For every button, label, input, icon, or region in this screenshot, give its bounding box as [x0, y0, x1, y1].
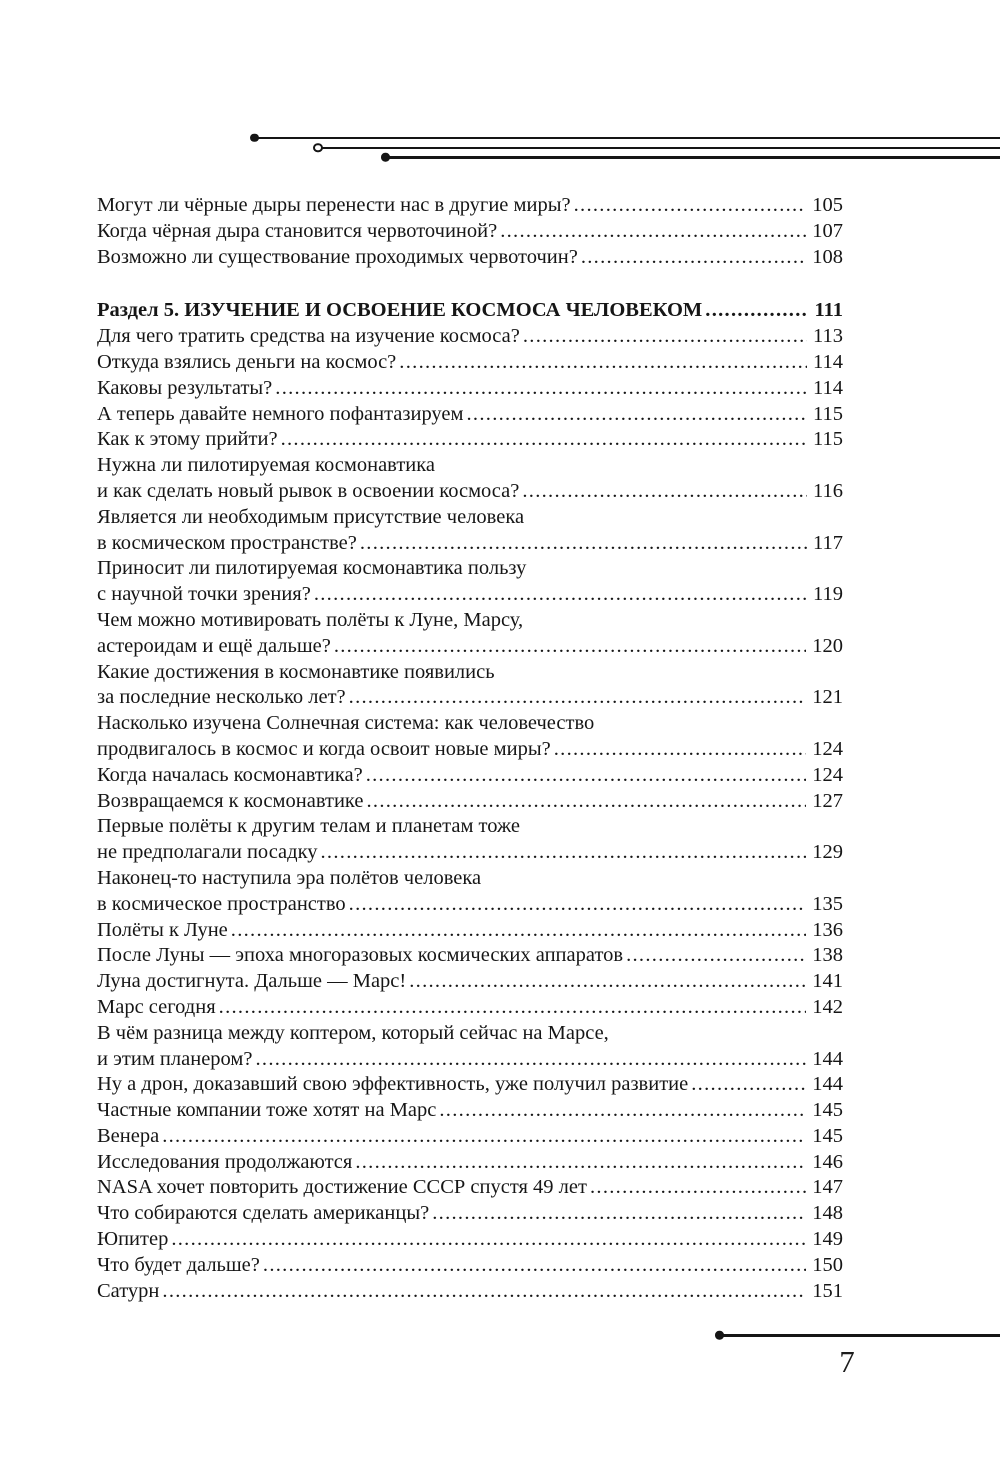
dot-leader	[159, 1279, 806, 1305]
toc-entry	[97, 1098, 843, 1124]
toc-entry-page: 145	[812, 1099, 843, 1122]
dot-leader	[551, 737, 807, 763]
dot-leader	[406, 969, 806, 995]
toc-entry-label: Как к этому прийти?	[97, 428, 278, 451]
dot-leader	[216, 995, 807, 1021]
dot-leader	[352, 1150, 806, 1176]
toc-entry-label: Луна достигнута. Дальше — Марс!	[97, 970, 407, 993]
rule-end-dot-icon	[381, 153, 390, 162]
toc-entry	[97, 402, 843, 428]
toc-entry-label: Когда чёрная дыра становится червоточиной?	[97, 219, 498, 242]
toc-entry-page: 146	[812, 1150, 843, 1173]
dot-leader	[278, 427, 807, 453]
toc-entry-page: 114	[813, 376, 843, 399]
toc-entry-page: 115	[813, 402, 843, 425]
dot-leader	[331, 634, 806, 660]
toc-entry-page: 149	[812, 1228, 843, 1251]
dot-leader	[519, 479, 807, 505]
toc-entry-label: Что будет дальше?	[97, 1253, 260, 1276]
toc-entry-label: Приносит ли пилотируемая космонавтика пользу	[97, 557, 527, 580]
toc-entry-page: 116	[813, 479, 843, 502]
decorative-rule-bottom	[722, 1334, 1000, 1337]
toc-entry-page: 141	[812, 970, 843, 993]
toc-entry-label: Венера	[97, 1124, 160, 1147]
toc-entry-page: 151	[812, 1279, 843, 1302]
toc-entry	[97, 324, 843, 350]
toc-entry-label: Раздел 5. ИЗУЧЕНИЕ И ОСВОЕНИЕ КОСМОСА ЧЕЛОВЕКОМ	[97, 299, 703, 322]
dot-leader	[272, 376, 807, 402]
toc-entry-label: Ну а дрон, доказавший свою эффективность, уже получил развитие	[97, 1073, 689, 1096]
dot-leader	[346, 685, 807, 711]
dot-leader	[520, 324, 807, 350]
toc-entry	[97, 376, 843, 402]
toc-entry-label: Могут ли чёрные дыры перенести нас в другие миры?	[97, 194, 571, 216]
toc-entry-page: 115	[813, 428, 843, 451]
toc-entry	[97, 582, 843, 608]
toc-entry	[97, 789, 843, 815]
toc-entry-label: и этим планером?	[97, 1047, 253, 1070]
rule-end-circle-icon	[313, 143, 323, 153]
toc-entry	[97, 1201, 843, 1227]
decorative-rule-top-3	[388, 156, 1000, 159]
toc-entry	[97, 1047, 843, 1073]
toc-entry-label: Откуда взялись деньги на космос?	[97, 350, 397, 373]
toc-entry-label: Когда началась космонавтика?	[97, 763, 363, 786]
toc-entry-label: В чём разница между коптером, который сейчас на Марсе,	[97, 1021, 609, 1044]
toc-entry-page: 145	[812, 1124, 843, 1147]
toc-entry-label: Наконец-то наступила эра полётов человека	[97, 866, 482, 889]
toc-entry-page: 124	[812, 737, 843, 760]
toc-entry	[97, 1021, 843, 1047]
dot-leader	[159, 1124, 806, 1150]
toc-entry-label: Возвращаемся к космонавтике	[97, 789, 364, 812]
toc-entry-page: 144	[812, 1073, 843, 1096]
toc-entry	[97, 453, 843, 479]
dot-leader	[260, 1253, 806, 1279]
toc-entry-label: Исследования продолжаются	[97, 1150, 353, 1173]
toc-entry-label: за последние несколько лет?	[97, 686, 346, 709]
toc-entry-label: А теперь давайте немного пофантазируем	[97, 402, 464, 425]
toc-entry	[97, 711, 843, 737]
dot-leader	[311, 582, 807, 608]
toc-entry-label: Юпитер	[97, 1228, 169, 1251]
dot-leader	[252, 1047, 806, 1073]
dot-leader	[688, 1072, 806, 1098]
toc-entry	[97, 219, 843, 245]
toc-entry-label: продвигалось в космос и когда освоит новые миры?	[97, 737, 551, 760]
toc-entry-label: Нужна ли пилотируемая космонавтика	[97, 454, 436, 477]
toc-entry	[97, 1124, 843, 1150]
decorative-rule-top-1	[257, 137, 1000, 140]
dot-leader	[168, 1227, 806, 1253]
dot-leader	[464, 402, 808, 428]
toc-entry-label: Чем можно мотивировать полёты к Луне, Марсу,	[97, 608, 524, 631]
dot-leader	[623, 943, 806, 969]
toc-entry-page: 142	[812, 995, 843, 1018]
toc-entry	[97, 995, 843, 1021]
rule-end-dot-icon	[715, 1331, 724, 1340]
toc-entry	[97, 840, 843, 866]
dot-leader	[318, 840, 807, 866]
toc-entry	[97, 245, 843, 271]
toc-entry	[97, 866, 843, 892]
dot-leader	[578, 245, 806, 271]
toc-entry-page: 120	[812, 634, 843, 657]
dot-leader	[346, 892, 807, 918]
dot-leader	[497, 219, 806, 245]
toc-entry-page: 136	[812, 918, 843, 941]
toc-entry	[97, 634, 843, 660]
toc-entry	[97, 814, 843, 840]
toc-entry-label: Марс сегодня	[97, 995, 216, 1018]
page-number: 7	[839, 1344, 855, 1379]
dot-leader	[357, 531, 807, 557]
toc-entry-label: Каковы результаты?	[97, 376, 273, 399]
toc-entry	[97, 737, 843, 763]
toc-entry-page: 105	[812, 194, 843, 216]
decorative-rule-top-2	[322, 147, 1000, 150]
dot-leader	[436, 1098, 806, 1124]
dot-leader	[363, 789, 806, 815]
table-of-contents	[97, 193, 843, 1304]
toc-entry-page: 129	[812, 841, 843, 864]
toc-entry	[97, 1279, 843, 1305]
toc-entry-label: с научной точки зрения?	[97, 583, 311, 606]
toc-entry-label: Насколько изучена Солнечная система: как человечество	[97, 712, 595, 735]
toc-entry-page: 148	[812, 1202, 843, 1225]
dot-leader	[396, 350, 807, 376]
toc-entry-label: Для чего тратить средства на изучение космоса?	[97, 325, 520, 348]
toc-entry-page: 107	[812, 219, 843, 242]
toc-entry-page: 124	[812, 763, 843, 786]
toc-entry	[97, 1072, 843, 1098]
toc-entry	[97, 763, 843, 789]
dot-leader	[587, 1175, 806, 1201]
toc-entry-page: 117	[813, 531, 843, 554]
toc-entry-page: 113	[813, 325, 843, 348]
toc-entry	[97, 1150, 843, 1176]
toc-entry	[97, 505, 843, 531]
toc-entry-label: астероидам и ещё дальше?	[97, 634, 331, 657]
toc-entry	[97, 531, 843, 557]
toc-entry	[97, 1175, 843, 1201]
dot-leader	[228, 918, 806, 944]
toc-entry-page: 138	[812, 944, 843, 967]
toc-entry-label: в космическом пространстве?	[97, 531, 357, 554]
toc-entry	[97, 685, 843, 711]
toc-entry	[97, 1253, 843, 1279]
toc-section-header	[97, 298, 843, 324]
toc-entry-page: 108	[812, 245, 843, 268]
dot-leader	[571, 193, 807, 219]
toc-entry-page: 135	[812, 892, 843, 915]
toc-entry-page: 147	[812, 1176, 843, 1199]
toc-entry-page: 121	[812, 686, 843, 709]
toc-entry-page: 127	[812, 789, 843, 812]
toc-entry	[97, 608, 843, 634]
toc-entry	[97, 918, 843, 944]
toc-entry-page: 144	[812, 1047, 843, 1070]
toc-entry-page: 150	[812, 1253, 843, 1276]
toc-entry	[97, 1227, 843, 1253]
toc-entry-page: 119	[813, 583, 843, 606]
dot-leader	[363, 763, 807, 789]
toc-entry-label: не предполагали посадку	[97, 841, 318, 864]
toc-entry	[97, 892, 843, 918]
toc-entry-label: Что собираются сделать американцы?	[97, 1202, 430, 1225]
toc-entry-label: После Луны — эпоха многоразовых космических аппаратов	[97, 944, 624, 967]
toc-entry	[97, 556, 843, 582]
toc-entry	[97, 479, 843, 505]
toc-entry	[97, 350, 843, 376]
toc-entry-label: Возможно ли существование проходимых червоточин?	[97, 245, 578, 268]
toc-entry-label: Какие достижения в космонавтике появились	[97, 660, 495, 683]
toc-entry	[97, 660, 843, 686]
dot-leader	[702, 298, 808, 324]
toc-entry	[97, 193, 843, 219]
dot-leader	[429, 1201, 806, 1227]
rule-end-dot-icon	[250, 134, 259, 143]
toc-entry-label: Сатурн	[97, 1279, 160, 1302]
toc-entry-label: Полёты к Луне	[97, 918, 228, 941]
toc-entry-label: и как сделать новый рывок в освоении космоса?	[97, 479, 520, 502]
toc-entry-label: NASA хочет повторить достижение СССР спустя 49 лет	[97, 1176, 587, 1199]
toc-entry-label: Первые полёты к другим телам и планетам тоже	[97, 815, 520, 838]
toc-entry	[97, 969, 843, 995]
toc-entry-label: Является ли необходимым присутствие человека	[97, 505, 525, 528]
toc-entry-label: в космическое пространство	[97, 892, 346, 915]
toc-entry-page: 111	[814, 299, 843, 322]
toc-entry	[97, 427, 843, 453]
toc-entry-label: Частные компании тоже хотят на Марс	[97, 1099, 437, 1122]
toc-entry-page: 114	[813, 350, 843, 373]
toc-entry	[97, 943, 843, 969]
